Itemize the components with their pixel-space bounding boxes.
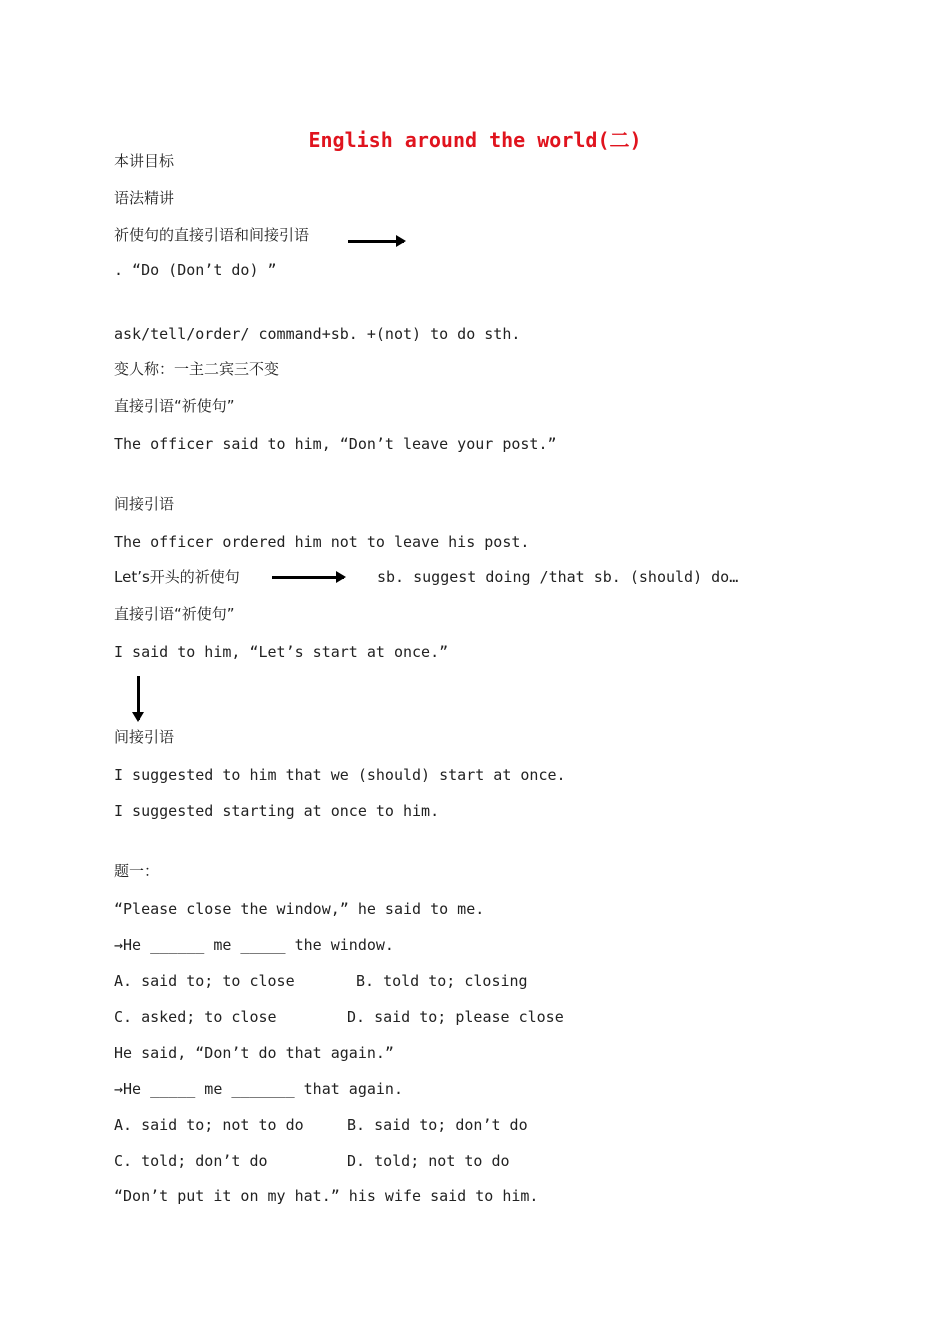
indirect-speech-label-2: 间接引语 [114, 728, 175, 746]
down-arrow-icon [137, 676, 140, 720]
q1-prompt: “Please close the window,” he said to me. [114, 900, 485, 918]
q1-stem: →He ______ me _____ the window. [114, 936, 394, 954]
right-arrow-icon [272, 576, 344, 579]
q2-option-a: A. said to; not to do [114, 1116, 304, 1134]
example-indirect-1: The officer ordered him not to leave his post. [114, 533, 530, 551]
example-indirect-2: I suggested to him that we (should) start at once. [114, 766, 566, 784]
imperative-reported-speech: 祈使句的直接引语和间接引语 [114, 226, 310, 244]
lesson-objective: 本讲目标 [114, 152, 175, 170]
lets-imperative-label: Let’s开头的祈使句 [114, 568, 240, 586]
q2-stem: →He _____ me _______ that again. [114, 1080, 403, 1098]
indirect-pattern: ask/tell/order/ command+sb. +(not) to do sth. [114, 325, 521, 343]
indirect-speech-label: 间接引语 [114, 495, 175, 513]
direct-speech-label: 直接引语“祈使句” [114, 397, 235, 415]
exercise-heading: 题一： [114, 862, 160, 880]
page-title: English around the world(二) [308, 128, 642, 152]
person-rule: 变人称：一主二宾三不变 [114, 360, 280, 378]
q2-option-c: C. told; don’t do [114, 1152, 268, 1170]
q1-option-b: B. told to; closing [356, 972, 528, 990]
lets-pattern: sb. suggest doing /that sb. (should) do… [377, 568, 739, 586]
q2-option-d: D. told; not to do [347, 1152, 510, 1170]
example-direct-1: The officer said to him, “Don’t leave your post.” [114, 435, 557, 453]
example-indirect-3: I suggested starting at once to him. [114, 802, 440, 820]
q1-option-d: D. said to; please close [347, 1008, 564, 1026]
q2-prompt: He said, “Don’t do that again.” [114, 1044, 394, 1062]
grammar-heading: 语法精讲 [114, 189, 175, 207]
q3-prompt: “Don’t put it on my hat.” his wife said to him. [114, 1187, 539, 1205]
q2-option-b: B. said to; don’t do [347, 1116, 528, 1134]
q1-option-a: A. said to; to close [114, 972, 295, 990]
direct-speech-label-2: 直接引语“祈使句” [114, 605, 235, 623]
example-direct-2: I said to him, “Let’s start at once.” [114, 643, 449, 661]
right-arrow-icon [348, 240, 404, 243]
q1-option-c: C. asked; to close [114, 1008, 277, 1026]
direct-form: . “Do (Don’t do) ” [114, 261, 277, 279]
